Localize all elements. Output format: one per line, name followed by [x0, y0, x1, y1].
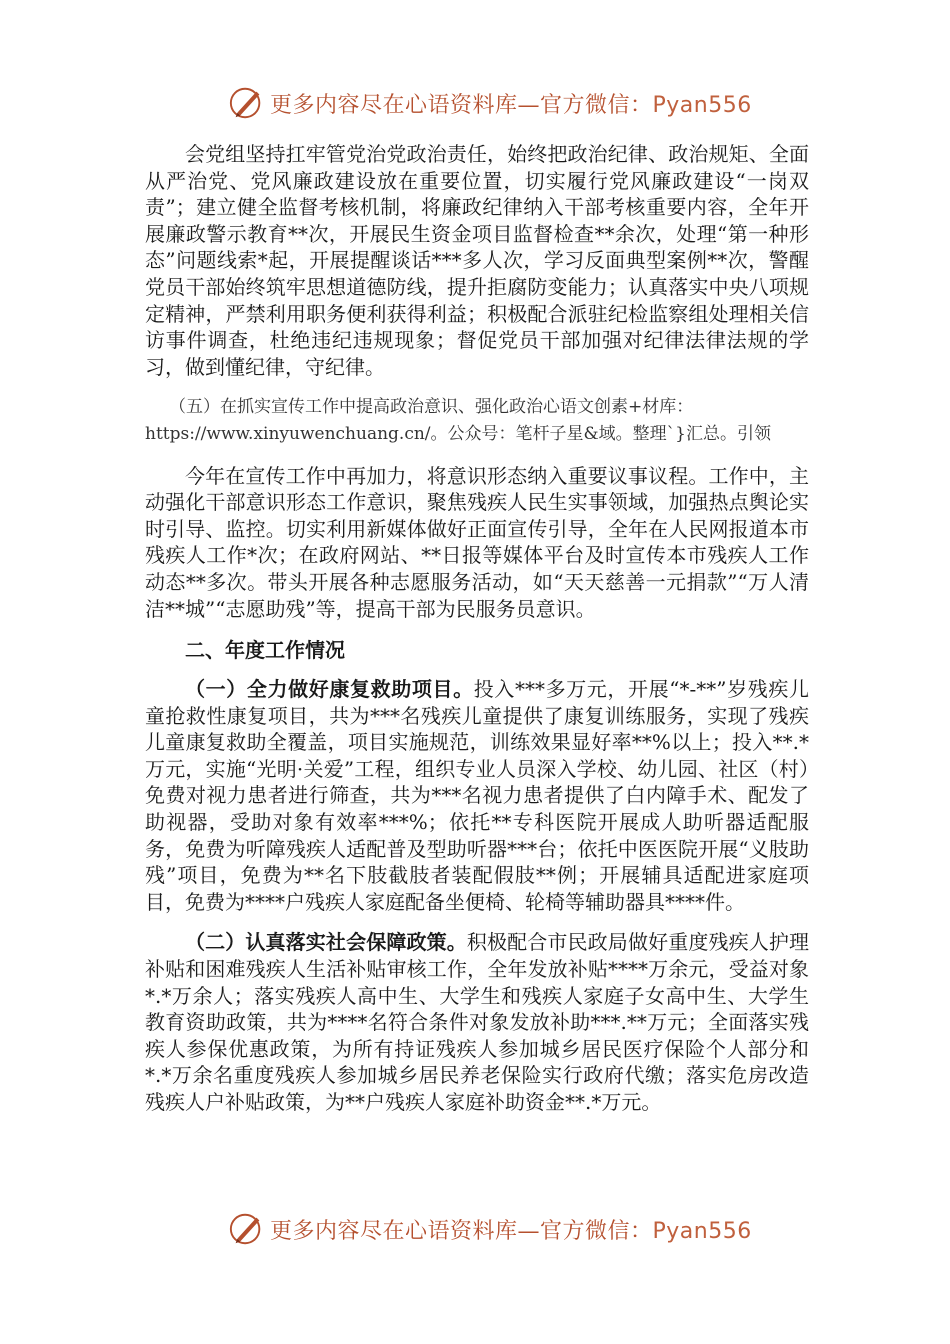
security-body: 积极配合市民政局做好重度残疾人护理补贴和困难残疾人生活补贴审核工作，全年发放补贴****万余元，受益对象*.*万余人；落实残疾人高中生、大学生和残疾人家庭子女高中生、大学生教育资助政策，共为****名符合条件对象发放补助***.**万元；全面落实残疾人参保优惠政策，为所有持证残疾人参加城乡居民医疗保险个人部分和*.*万余名重度残疾人参加城乡居民养老保险实行政府代缴；落实危房改造残疾人户补贴政策，为**户残疾人家庭补助资金**.*万元。	[145, 930, 810, 1114]
pen-logo-icon	[228, 84, 266, 122]
security-lead: （二）认真落实社会保障政策。	[185, 930, 467, 955]
section-five-title	[145, 394, 809, 447]
banner-wechat-id: Pyan556	[652, 1218, 752, 1244]
footer-banner	[228, 1206, 752, 1252]
banner-text-cn: 更多内容尽在心语资料库—官方微信：	[270, 92, 653, 118]
paragraph-rehab	[145, 676, 809, 915]
rehab-lead: （一）全力做好康复救助项目。	[185, 677, 474, 702]
section-five-line2: https://www.xinyuwenchuang.cn/。公众号：笔杆子星&域。整理`}汇总。引领	[145, 423, 771, 444]
pen-logo-icon	[228, 1210, 266, 1248]
heading-annual-work: 二、年度工作情况	[185, 638, 345, 663]
header-banner	[228, 80, 752, 126]
paragraph-publicity: 今年在宣传工作中再加力，将意识形态纳入重要议事议程。工作中，主动强化干部意识形态工作意识，聚焦残疾人民生实事领域，加强热点舆论实时引导、监控。切实利用新媒体做好正面宣传引导，全年在人民网报道本市残疾人工作*次；在政府网站、**日报等媒体平台及时宣传本市残疾人工作动态**多次。带头开展各种志愿服务活动，如“天天慈善一元捐款”“万人清洁**城”“志愿助残”等，提高干部为民服务员意识。	[145, 463, 809, 621]
banner-text-cn: 更多内容尽在心语资料库—官方微信：	[270, 1218, 653, 1244]
section-five-line1: （五）在抓实宣传工作中提高政治意识、强化政治心语文创素+材库：	[169, 397, 694, 418]
banner-wechat-id: Pyan556	[652, 92, 752, 118]
paragraph-discipline: 会党组坚持扛牢管党治党政治责任，始终把政治纪律、政治规矩、全面从严治党、党风廉政建设放在重要位置，切实履行党风廉政建设“一岗双责”；建立健全监督考核机制，将廉政纪律纳入干部考核重要内容，全年开展廉政警示教育**次，开展民生资金项目监督检查**余次，处理“第一种形态”问题线索*起，开展提醒谈话***多人次，学习反面典型案例**次，警醒党员干部始终筑牢思想道德防线，提升拒腐防变能力；认真落实中央八项规定精神，严禁利用职务便利获得利益；积极配合派驻纪检监察组处理相关信访事件调查，杜绝违纪违规现象；督促党员干部加强对纪律法律法规的学习，做到懂纪律，守纪律。	[145, 142, 809, 379]
banner-text	[270, 1214, 752, 1245]
document-body	[145, 141, 809, 1130]
paragraph-social-security	[145, 929, 809, 1115]
banner-text	[270, 88, 752, 119]
rehab-body: 投入***多万元，开展“*-**”岁残疾儿童抢救性康复项目，共为***名残疾儿童提供了康复训练服务，实现了残疾儿童康复救助全覆盖，项目实施规范，训练效果显好率**%以上；投入**.*万元，实施“光明·关爱”工程，组织专业人员深入学校、幼儿园、社区（村）免费对视力患者进行筛查，共为***名视力患者提供了白内障手术、配发了助视器，受助对象有效率***%；依托**专科医院开展成人助听器适配服务，免费为听障残疾人适配普及型助听器***台；依托中医医院开展“义肢助残”项目，免费为**名下肢截肢者装配假肢**例；开展辅具适配进家庭项目，免费为****户残疾人家庭配备坐便椅、轮椅等辅助器具****件。	[145, 677, 809, 914]
